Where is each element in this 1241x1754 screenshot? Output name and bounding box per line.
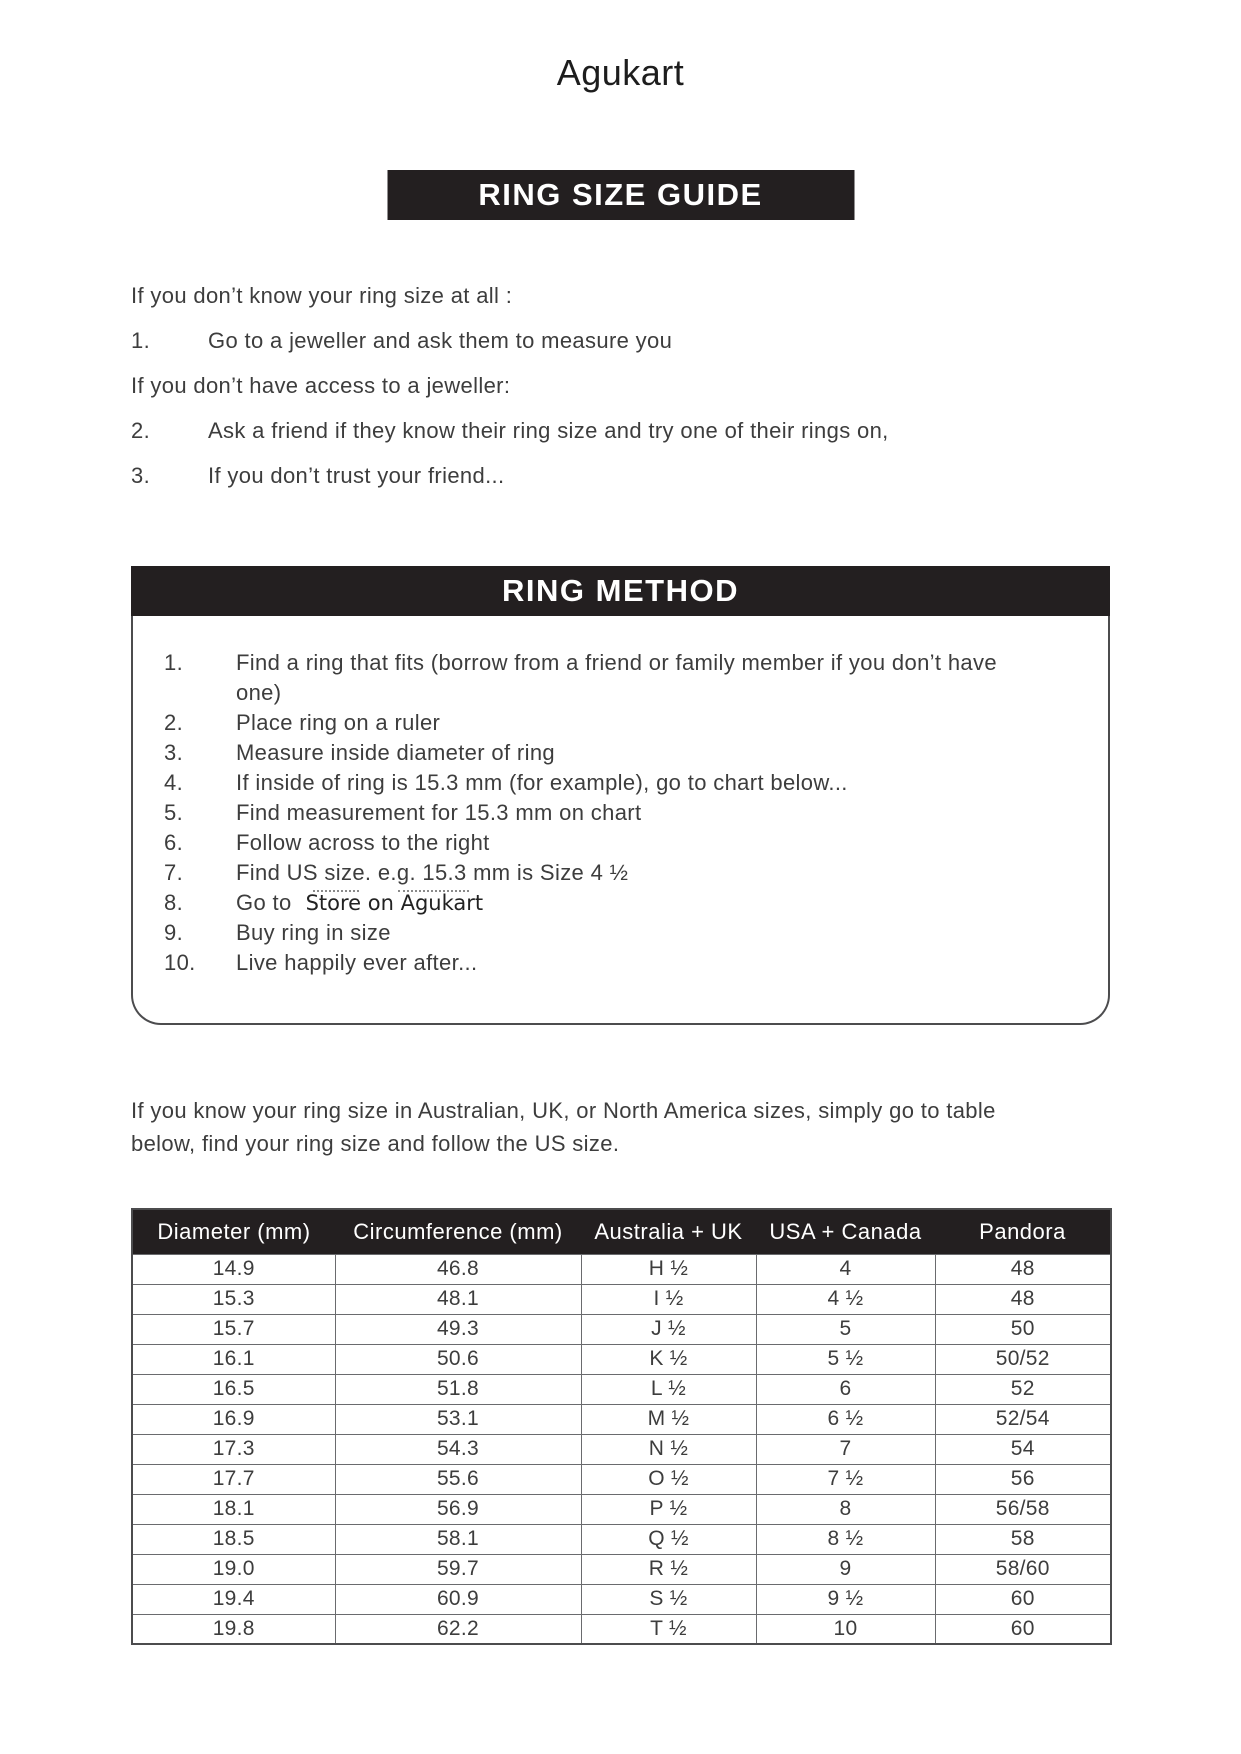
cell-circumference: 48.1 xyxy=(335,1284,581,1314)
method-step xyxy=(164,828,1108,858)
cell-diameter: 18.5 xyxy=(132,1524,335,1554)
cell-australia-uk: P ½ xyxy=(581,1494,756,1524)
table-row xyxy=(132,1584,1111,1614)
cell-usa-canada: 4 ½ xyxy=(756,1284,935,1314)
intro-text: If you don’t have access to a jeweller: xyxy=(131,373,511,398)
intro-line-1 xyxy=(131,273,1091,318)
cell-australia-uk: I ½ xyxy=(581,1284,756,1314)
cell-diameter: 19.8 xyxy=(132,1614,335,1644)
cell-pandora: 52 xyxy=(935,1374,1111,1404)
step-number: 4. xyxy=(164,770,184,795)
cell-diameter: 15.3 xyxy=(132,1284,335,1314)
cell-circumference: 58.1 xyxy=(335,1524,581,1554)
cell-australia-uk: N ½ xyxy=(581,1434,756,1464)
cell-diameter: 17.3 xyxy=(132,1434,335,1464)
cell-circumference: 53.1 xyxy=(335,1404,581,1434)
cell-pandora: 60 xyxy=(935,1614,1111,1644)
table-row xyxy=(132,1434,1111,1464)
cell-pandora: 52/54 xyxy=(935,1404,1111,1434)
cell-circumference: 62.2 xyxy=(335,1614,581,1644)
method-steps-list xyxy=(164,648,1108,978)
cell-circumference: 59.7 xyxy=(335,1554,581,1584)
cell-usa-canada: 9 ½ xyxy=(756,1584,935,1614)
cell-usa-canada: 4 xyxy=(756,1254,935,1284)
table-row xyxy=(132,1554,1111,1584)
cell-diameter: 16.1 xyxy=(132,1344,335,1374)
cell-pandora: 56 xyxy=(935,1464,1111,1494)
method-step xyxy=(164,768,1108,798)
step-text: Measure inside diameter of ring xyxy=(236,740,556,765)
intro-section xyxy=(131,273,1091,498)
step-text-prefix: Go to xyxy=(236,890,292,915)
table-header-row xyxy=(132,1209,1111,1254)
table-row xyxy=(132,1254,1111,1284)
step-number: 10. xyxy=(164,950,196,975)
step-text: Find a ring that fits (borrow from a friend or family member if you don’t have one) xyxy=(236,650,997,705)
cell-pandora: 54 xyxy=(935,1434,1111,1464)
cell-usa-canada: 8 xyxy=(756,1494,935,1524)
store-link-text: Store on Agukart xyxy=(305,891,484,915)
header-australia-uk: Australia + UK xyxy=(581,1209,756,1254)
cell-pandora: 56/58 xyxy=(935,1494,1111,1524)
method-step xyxy=(164,738,1108,768)
cell-diameter: 16.5 xyxy=(132,1374,335,1404)
cell-australia-uk: H ½ xyxy=(581,1254,756,1284)
ring-method-banner-label: RING METHOD xyxy=(502,573,739,608)
header-usa-canada: USA + Canada xyxy=(756,1209,935,1254)
cell-diameter: 15.7 xyxy=(132,1314,335,1344)
list-number: 3. xyxy=(131,463,151,488)
table-row xyxy=(132,1284,1111,1314)
table-row xyxy=(132,1374,1111,1404)
cell-australia-uk: Q ½ xyxy=(581,1524,756,1554)
step-number: 9. xyxy=(164,920,184,945)
table-row xyxy=(132,1314,1111,1344)
ring-method-section xyxy=(131,566,1110,1025)
cell-pandora: 50/52 xyxy=(935,1344,1111,1374)
header-diameter: Diameter (mm) xyxy=(132,1209,335,1254)
ring-size-table xyxy=(131,1208,1112,1645)
cell-circumference: 55.6 xyxy=(335,1464,581,1494)
intro-item-1 xyxy=(131,318,1091,363)
step-text: Place ring on a ruler xyxy=(236,710,441,735)
list-item-text: If you don’t trust your friend... xyxy=(208,463,505,488)
cell-usa-canada: 5 ½ xyxy=(756,1344,935,1374)
cell-diameter: 17.7 xyxy=(132,1464,335,1494)
step-text xyxy=(236,888,998,918)
cell-circumference: 49.3 xyxy=(335,1314,581,1344)
list-item-text: Go to a jeweller and ask them to measure you xyxy=(208,328,673,353)
cell-diameter: 19.4 xyxy=(132,1584,335,1614)
cell-diameter: 18.1 xyxy=(132,1494,335,1524)
cell-australia-uk: R ½ xyxy=(581,1554,756,1584)
cell-circumference: 51.8 xyxy=(335,1374,581,1404)
cell-pandora: 58 xyxy=(935,1524,1111,1554)
cell-circumference: 46.8 xyxy=(335,1254,581,1284)
method-step xyxy=(164,948,1108,978)
cell-diameter: 14.9 xyxy=(132,1254,335,1284)
step-number: 2. xyxy=(164,710,184,735)
list-number: 1. xyxy=(131,328,151,353)
table-row xyxy=(132,1344,1111,1374)
method-step xyxy=(164,918,1108,948)
table-row xyxy=(132,1524,1111,1554)
cell-circumference: 56.9 xyxy=(335,1494,581,1524)
cell-diameter: 19.0 xyxy=(132,1554,335,1584)
step-number: 7. xyxy=(164,860,184,885)
brand-title: Agukart xyxy=(556,52,685,93)
step-text: Find measurement for 15.3 mm on chart xyxy=(236,800,642,825)
cell-usa-canada: 7 ½ xyxy=(756,1464,935,1494)
method-step xyxy=(164,798,1108,828)
cell-usa-canada: 10 xyxy=(756,1614,935,1644)
cell-usa-canada: 8 ½ xyxy=(756,1524,935,1554)
know-size-paragraph: If you know your ring size in Australian, UK, or North America sizes, simply go to table below, find your ring size and follow the US size. xyxy=(131,1098,996,1156)
method-step xyxy=(164,708,1108,738)
step-text: Buy ring in size xyxy=(236,920,391,945)
cell-pandora: 48 xyxy=(935,1284,1111,1314)
step-number: 3. xyxy=(164,740,184,765)
step-number: 1. xyxy=(164,650,184,675)
cell-australia-uk: K ½ xyxy=(581,1344,756,1374)
cell-circumference: 60.9 xyxy=(335,1584,581,1614)
cell-usa-canada: 6 xyxy=(756,1374,935,1404)
ring-method-body xyxy=(131,616,1110,1025)
cell-australia-uk: J ½ xyxy=(581,1314,756,1344)
cell-usa-canada: 9 xyxy=(756,1554,935,1584)
list-item-text: Ask a friend if they know their ring size and try one of their rings on, xyxy=(208,418,889,443)
header-pandora: Pandora xyxy=(935,1209,1111,1254)
cell-pandora: 50 xyxy=(935,1314,1111,1344)
cell-australia-uk: S ½ xyxy=(581,1584,756,1614)
intro-item-2 xyxy=(131,408,1091,453)
cell-australia-uk: T ½ xyxy=(581,1614,756,1644)
cell-pandora: 60 xyxy=(935,1584,1111,1614)
cell-australia-uk: M ½ xyxy=(581,1404,756,1434)
step-text: Find US size. e.g. 15.3 mm is Size 4 ½ xyxy=(236,860,629,885)
cell-australia-uk: L ½ xyxy=(581,1374,756,1404)
step-number: 6. xyxy=(164,830,184,855)
method-step xyxy=(164,858,1108,888)
header-circumference: Circumference (mm) xyxy=(335,1209,581,1254)
list-number: 2. xyxy=(131,418,151,443)
ring-method-banner xyxy=(131,566,1110,616)
step-number: 5. xyxy=(164,800,184,825)
method-step xyxy=(164,648,1108,708)
table-row xyxy=(132,1614,1111,1644)
ring-size-guide-banner xyxy=(387,170,854,220)
intro-text: If you don’t know your ring size at all : xyxy=(131,283,513,308)
table-row xyxy=(132,1494,1111,1524)
intro-line-2 xyxy=(131,363,1091,408)
cell-pandora: 58/60 xyxy=(935,1554,1111,1584)
cell-circumference: 54.3 xyxy=(335,1434,581,1464)
intro-item-3 xyxy=(131,453,1091,498)
step-number: 8. xyxy=(164,890,184,915)
cell-usa-canada: 6 ½ xyxy=(756,1404,935,1434)
cell-usa-canada: 7 xyxy=(756,1434,935,1464)
cell-circumference: 50.6 xyxy=(335,1344,581,1374)
cell-usa-canada: 5 xyxy=(756,1314,935,1344)
cell-australia-uk: O ½ xyxy=(581,1464,756,1494)
cell-diameter: 16.9 xyxy=(132,1404,335,1434)
cell-pandora: 48 xyxy=(935,1254,1111,1284)
method-step-store xyxy=(164,888,1108,918)
step-text: If inside of ring is 15.3 mm (for example), go to chart below... xyxy=(236,770,848,795)
step-text: Follow across to the right xyxy=(236,830,490,855)
table-row xyxy=(132,1404,1111,1434)
table-row xyxy=(132,1464,1111,1494)
ring-size-guide-banner-label: RING SIZE GUIDE xyxy=(478,177,763,212)
step-text: Live happily ever after... xyxy=(236,950,478,975)
